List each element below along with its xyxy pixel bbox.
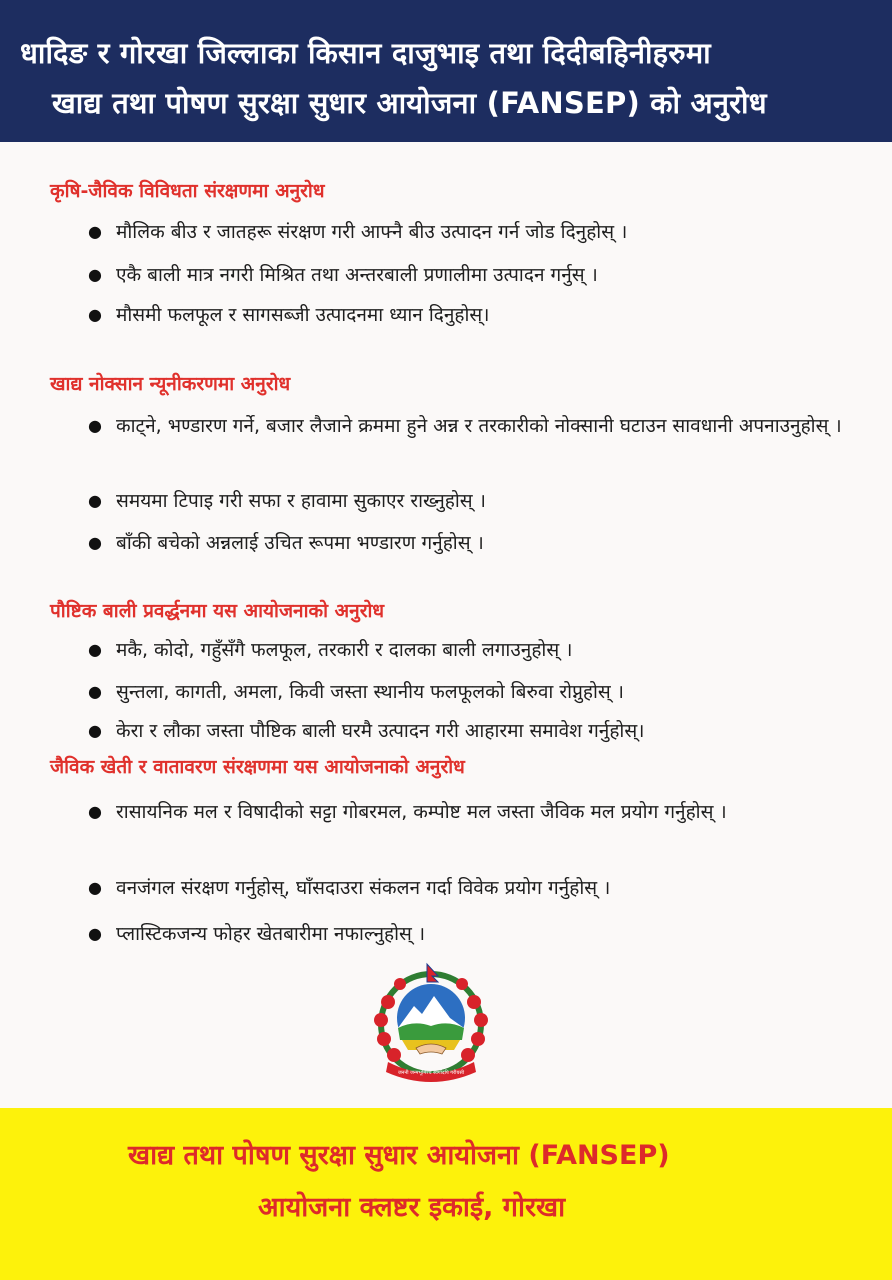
section-title: जैविक खेती र वातावरण संरक्षणमा यस आयोजनाको अनुरोध [50, 756, 465, 778]
list-item-text: केरा र लौका जस्ता पौष्टिक बाली घरमै उत्पादन गरी आहारमा समावेश गर्नुहोस्। [116, 720, 645, 742]
footer-line-2: आयोजना क्लष्टर इकाई, गोरखा [258, 1192, 566, 1223]
header-line-2: खाद्य तथा पोषण सुरक्षा सुधार आयोजना (FANSEP) को अनुरोध [52, 86, 767, 120]
bullet-icon: ● [88, 416, 102, 435]
bullet-icon: ● [88, 802, 102, 821]
list-item [88, 216, 888, 248]
list-item-text: मकै, कोदो, गहुँसँगै फलफूल, तरकारी र दालका बाली लगाउनुहोस् । [116, 639, 573, 661]
bullet-icon: ● [88, 305, 102, 324]
list-item [88, 485, 888, 517]
list-item [88, 299, 888, 331]
emblem-motto: जननी जन्मभूमिश्च स्वर्गादपि गरीयसी [397, 1070, 465, 1076]
list-item-text: मौलिक बीउ र जातहरू संरक्षण गरी आफ्नै बीउ उत्पादन गर्न जोड दिनुहोस् । [116, 221, 628, 243]
list-item-text: बाँकी बचेको अन्नलाई उचित रूपमा भण्डारण गर्नुहोस् । [116, 532, 484, 554]
list-item [88, 715, 888, 747]
list-item-text: रासायनिक मल र विषादीको सट्टा गोबरमल, कम्पोष्ट मल जस्ता जैविक मल प्रयोग गर्नुहोस् । [116, 801, 727, 823]
header-line-1: धादिङ र गोरखा जिल्लाका किसान दाजुभाइ तथा दिदीबहिनीहरुमा [20, 36, 711, 70]
list-item [88, 796, 888, 828]
bullet-icon: ● [88, 640, 102, 659]
header-banner [0, 0, 892, 142]
footer-banner [0, 1108, 892, 1280]
list-item-text: समयमा टिपाइ गरी सफा र हावामा सुकाएर राख्नुहोस् । [116, 490, 486, 512]
list-item-text: वनजंगल संरक्षण गर्नुहोस्, घाँसदाउरा संकलन गर्दा विवेक प्रयोग गर्नुहोस् । [116, 877, 611, 899]
footer-line-1: खाद्य तथा पोषण सुरक्षा सुधार आयोजना (FANSEP) [128, 1140, 670, 1171]
bullet-icon: ● [88, 878, 102, 897]
bullet-icon: ● [88, 682, 102, 701]
list-item [88, 676, 888, 708]
bullet-icon: ● [88, 222, 102, 241]
list-item-text: मौसमी फलफूल र सागसब्जी उत्पादनमा ध्यान दिनुहोस्। [116, 304, 490, 326]
list-item [88, 259, 888, 291]
list-item-text: एकै बाली मात्र नगरी मिश्रित तथा अन्तरबाली प्रणालीमा उत्पादन गर्नुस् । [116, 264, 598, 286]
list-item-text: सुन्तला, कागती, अमला, किवी जस्ता स्थानीय फलफूलको बिरुवा रोप्नुहोस् । [116, 681, 624, 703]
bullet-icon: ● [88, 265, 102, 284]
bullet-icon: ● [88, 491, 102, 510]
list-item [88, 634, 888, 666]
list-item-text: काट्ने, भण्डारण गर्ने, बजार लैजाने क्रममा हुने अन्न र तरकारीको नोक्सानी घटाउन सावधानी अपनाउनुहोस् । [116, 415, 842, 437]
bullet-icon: ● [88, 533, 102, 552]
section-title: कृषि-जैविक विविधता संरक्षणमा अनुरोध [50, 180, 325, 202]
section-title: पौष्टिक बाली प्रवर्द्धनमा यस आयोजनाको अनुरोध [50, 600, 385, 622]
list-item-text: प्लास्टिकजन्य फोहर खेतबारीमा नफाल्नुहोस् । [116, 923, 426, 945]
list-item [88, 872, 888, 904]
bullet-icon: ● [88, 721, 102, 740]
list-item [88, 410, 888, 442]
list-item [88, 918, 888, 950]
nepal-emblem-icon [364, 962, 498, 1086]
section-title: खाद्य नोक्सान न्यूनीकरणमा अनुरोध [50, 373, 291, 395]
list-item [88, 527, 888, 559]
bullet-icon: ● [88, 924, 102, 943]
